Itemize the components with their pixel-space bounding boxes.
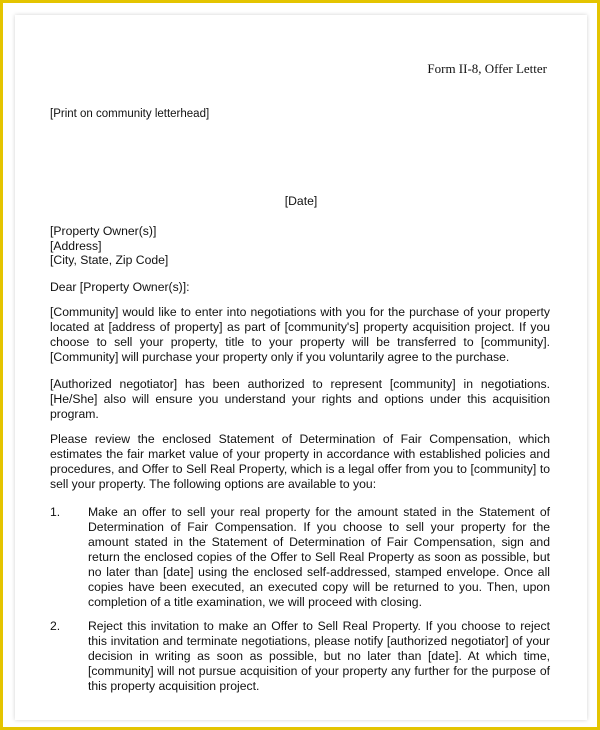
paragraph: Please review the enclosed Statement of Determination of Fair Compensation, which estimates the fair market value of your property in accordance with established policies and procedures, and Offer to Sell Real Property, which is a legal offer from you to [community] to sell your property. The following options are available to you:	[50, 432, 550, 491]
letterhead-note: [Print on community letterhead]	[50, 108, 210, 120]
recipient-address	[50, 224, 168, 268]
letter-page	[15, 15, 587, 720]
address-line: [Property Owner(s)]	[50, 224, 157, 238]
paragraph: [Authorized negotiator] has been authorized to represent [community] in negotiations. [He/She] also will ensure you understand your rights and options under this acquisition program.	[50, 377, 550, 421]
address-line: [City, State, Zip Code]	[50, 253, 169, 267]
option-number: 1.	[50, 505, 61, 519]
letter-date: [Date]	[284, 194, 318, 208]
option-text: Make an offer to sell your real property for the amount stated in the Statement of Determination of Fair Compensation. If you choose to sell your property for the amount stated in the Statement of Determination of Fair Compensation, sign and return the enclosed copies of the Offer to Sell Real Property as soon as possible, but no later than [date] using the enclosed self-addressed, stamped envelope. Once all copies have been executed, an executed copy will be returned to you. Then, upon completion of a title examination, we will proceed with closing.	[88, 505, 550, 609]
option-number: 2.	[50, 619, 61, 633]
form-label: Form II-8, Offer Letter	[427, 61, 547, 76]
address-line: [Address]	[50, 238, 102, 253]
salutation: Dear [Property Owner(s)]:	[50, 280, 190, 294]
option-text: Reject this invitation to make an Offer to Sell Real Property. If you choose to reject this invitation and terminate negotiations, please notify [authorized negotiator] of your decision in writing as soon as possible, but no later than [date]. At which time, [community] will not pursue acquisition of your property any further for the purpose of this property acquisition project.	[88, 619, 550, 693]
paragraph: [Community] would like to enter into negotiations with you for the purchase of your property located at [address of property] as part of [community's] property acquisition project. If you choose to sell your property, title to your property will be transferred to [community]. [Community] will purchase your property only if you voluntarily agree to the purchase.	[50, 305, 550, 364]
